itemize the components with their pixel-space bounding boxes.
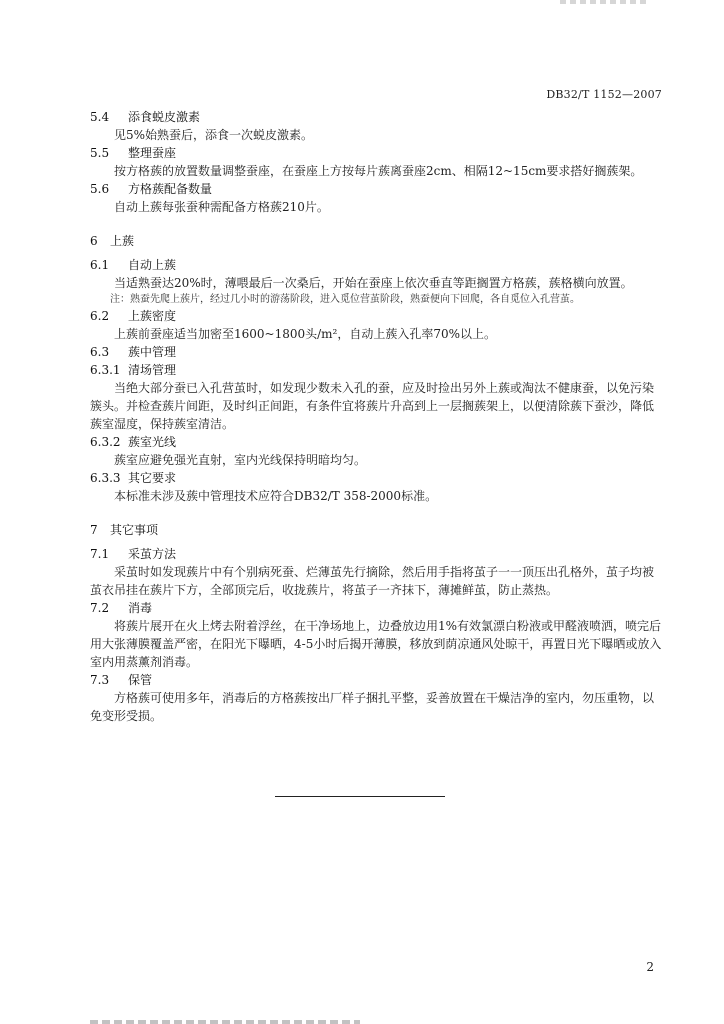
paragraph-6-3-3: 本标准未涉及蔟中管理技术应符合DB32/T 358-2000标准。 — [114, 489, 438, 503]
heading-7-1: 7.1 采茧方法 — [90, 547, 177, 561]
heading-7: 7 其它事项 — [90, 523, 159, 537]
paragraph-7-2: 将蔟片展开在火上烤去附着浮丝，在干净场地上，边叠放边用1%有效氯漂白粉液或甲醛液喷洒，喷完后用大张薄膜覆盖严密，在阳光下曝晒，4-5小时后揭开薄膜，移放到荫凉通风处晾干，再置日光下曝晒或放入室内用蒸薰剂消毒。 — [90, 619, 662, 669]
paragraph-6-2: 上蔟前蚕座适当加密至1600~1800头/m²，自动上蔟入孔率70%以上。 — [114, 327, 497, 341]
heading-6-3-3: 6.3.3 其它要求 — [90, 471, 177, 485]
heading-5-5: 5.5 整理蚕座 — [90, 146, 177, 160]
document-code: DB32/T 1152—2007 — [546, 88, 662, 101]
paragraph-6-3-2: 蔟室应避免强光直射，室内光线保持明暗均匀。 — [114, 453, 367, 467]
page-number: 2 — [646, 960, 654, 974]
heading-7-3: 7.3 保管 — [90, 673, 153, 687]
heading-6-2: 6.2 上蔟密度 — [90, 309, 177, 323]
heading-5-6: 5.6 方格蔟配备数量 — [90, 182, 213, 196]
heading-6-3: 6.3 蔟中管理 — [90, 345, 177, 359]
heading-5-4: 5.4 添食蜕皮激素 — [90, 110, 201, 124]
heading-6-1: 6.1 自动上蔟 — [90, 258, 177, 272]
document-body — [90, 108, 664, 725]
heading-6-3-1: 6.3.1 清场管理 — [90, 363, 177, 377]
heading-6: 6 上蔟 — [90, 234, 135, 248]
note-6-1: 注：熟蚕先爬上蔟片，经过几小时的游荡阶段，进入觅位营茧阶段，熟蚕便向下回爬，各自觅位入孔营茧。 — [110, 294, 580, 305]
paragraph-6-1: 当适熟蚕达20%时，薄喂最后一次桑后，开始在蚕座上依次垂直等距搁置方格蔟，蔟格横向放置。 — [114, 276, 633, 290]
paragraph-5-5: 按方格蔟的放置数量调整蚕座，在蚕座上方按每片蔟离蚕座2cm、相隔12~15cm要求搭好搁蔟架。 — [114, 164, 643, 178]
paragraph-5-4: 见5%始熟蚕后，添食一次蜕皮激素。 — [114, 128, 314, 142]
scan-artifact-top — [560, 0, 650, 4]
heading-6-3-2: 6.3.2 蔟室光线 — [90, 435, 177, 449]
paragraph-7-3: 方格蔟可使用多年，消毒后的方格蔟按出厂样子捆扎平整，妥善放置在干燥洁净的室内，勿压重物，以免变形受损。 — [90, 691, 655, 723]
paragraph-5-6: 自动上蔟每张蚕种需配备方格蔟210片。 — [114, 200, 329, 214]
end-rule — [275, 796, 445, 797]
scan-artifact-bottom — [90, 1020, 360, 1024]
paragraph-6-3-1: 当绝大部分蚕已入孔营茧时，如发现少数未入孔的蚕，应及时捡出另外上蔟或淘汰不健康蚕，以免污染簇头。并检查蔟片间距，及时纠正间距，有条件宜将蔟片升高到上一层搁蔟架上，以便清除蔟下蚕沙，降低蔟室湿度，保持蔟室清洁。 — [90, 381, 655, 431]
heading-7-2: 7.2 消毒 — [90, 601, 153, 615]
paragraph-7-1: 采茧时如发现蔟片中有个别病死蚕、烂薄茧先行摘除，然后用手指将茧子一一顶压出孔格外，茧子均被茧衣吊挂在蔟片下方，全部顶完后，收拢蔟片，将茧子一齐抹下，薄摊鲜茧，防止蒸热。 — [90, 565, 655, 597]
